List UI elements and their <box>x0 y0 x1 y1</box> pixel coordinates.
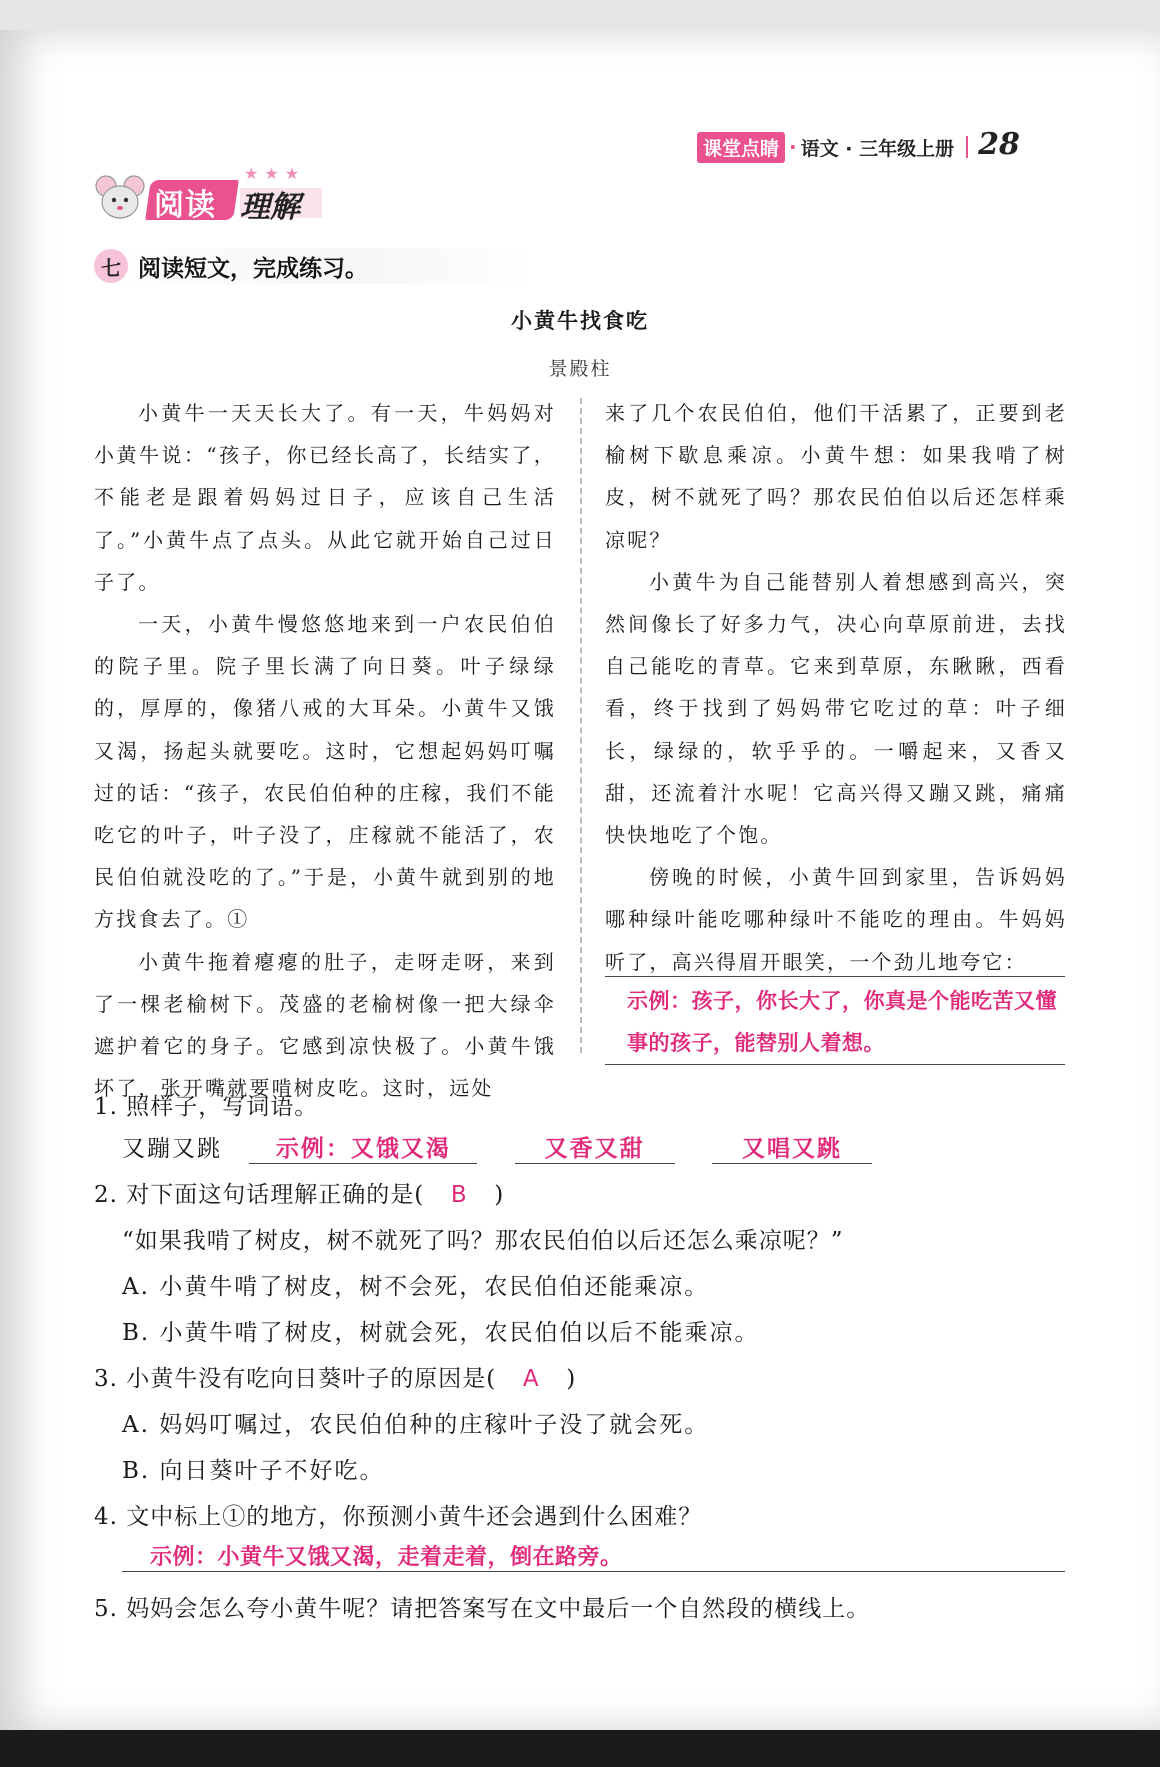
paragraph: 小黄牛拖着瘪瘪的肚子，走呀走呀，来到了一棵老榆树下。茂盛的老榆树像一把大绿伞遮护着它的身子。它感到凉快极了。小黄牛饿坏了，张开嘴就要啃树皮吃。这时，远处 <box>94 949 556 1101</box>
paragraph: 来了几个农民伯伯，他们干活累了，正要到老榆树下歇息乘凉。小黄牛想：如果我啃了树皮，树不就死了吗？那农民伯伯以后还怎样乘凉呢？ <box>605 401 1067 552</box>
question-1: 1. 照样子，写词语。 <box>94 1094 319 1120</box>
header-subject: 语文 · 三年级上册 <box>800 137 955 160</box>
section-number: 七 <box>94 249 128 283</box>
header-dot: · <box>789 135 797 159</box>
header-badge: 课堂点睛 <box>697 132 785 163</box>
column-divider <box>580 398 582 1053</box>
q2-answer: B <box>450 1182 468 1208</box>
header-divider <box>966 136 968 158</box>
section-instruction: 阅读短文，完成练习。 <box>138 255 368 282</box>
q2-stem-end: ) <box>494 1182 505 1208</box>
question-1-answers <box>122 1130 872 1164</box>
paragraph: 傍晚的时候，小黄牛回到家里，告诉妈妈哪种绿叶能吃哪种绿叶不能吃的理由。牛妈妈听了，高兴得眉开眼笑，一个劲儿地夸它： <box>605 865 1067 974</box>
q3-option-a: A. 妈妈叮嘱过，农民伯伯种的庄稼叶子没了就会死。 <box>122 1412 710 1438</box>
mouse-icon <box>94 172 148 226</box>
question-5: 5. 妈妈会怎么夸小黄牛呢？请把答案写在文中最后一个自然段的横线上。 <box>94 1596 871 1622</box>
q2-stem: 2. 对下面这句话理解正确的是( <box>94 1182 425 1208</box>
question-2 <box>94 1176 504 1209</box>
answer-5-text: 示例：孩子，你长大了，你真是个能吃苦又懂事的孩子，能替别人着想。 <box>605 980 1065 1065</box>
banner-read-text: 阅读 <box>154 188 216 223</box>
page-header <box>697 126 1020 162</box>
reading-banner <box>92 164 322 234</box>
q2-quote: “如果我啃了树皮，树不就死了吗？那农民伯伯以后还怎么乘凉呢？” <box>122 1228 844 1254</box>
q3-option-b: B. 向日葵叶子不好吃。 <box>122 1458 385 1484</box>
q1-answer-3: 又唱又跳 <box>712 1130 872 1164</box>
q2-option-b: B. 小黄牛啃了树皮，树就会死，农民伯伯以后不能乘凉。 <box>122 1320 760 1346</box>
question-4: 4. 文中标上①的地方，你预测小黄牛还会遇到什么困难？ <box>94 1504 703 1530</box>
page-number: 28 <box>978 126 1020 162</box>
answer-5-underline <box>605 976 1065 977</box>
article-left-column <box>94 392 556 1109</box>
paragraph: 小黄牛为自己能替别人着想感到高兴，突然间像长了好多力气，决心向草原前进，去找自己能吃的青草。它来到草原，东瞅瞅，西看看，终于找到了妈妈带它吃过的草：叶子细长，绿绿的，软乎乎的。一嚼起来，又香又甜，还流着汁水呢！它高兴得又蹦又跳，痛痛快快地吃了个饱。 <box>605 569 1067 848</box>
question-3 <box>94 1360 576 1393</box>
banner-understand-text: 理解 <box>240 190 300 225</box>
q3-stem: 3. 小黄牛没有吃向日葵叶子的原因是( <box>94 1366 497 1392</box>
bottom-edge <box>0 1730 1160 1767</box>
q3-stem-end: ) <box>566 1366 577 1392</box>
q4-answer: 示例：小黄牛又饿又渴，走着走着，倒在路旁。 <box>122 1540 1065 1572</box>
article-title: 小黄牛找食吃 <box>511 308 649 333</box>
q1-example: 又蹦又跳 <box>122 1136 222 1162</box>
article-right-column <box>605 392 1067 983</box>
q3-answer: A <box>522 1366 540 1392</box>
banner-stars: ★★★ <box>244 164 306 183</box>
q2-option-a: A. 小黄牛啃了树皮，树不会死，农民伯伯还能乘凉。 <box>122 1274 710 1300</box>
top-margin <box>0 0 1160 30</box>
q1-answer-1: 示例：又饿又渴 <box>249 1130 477 1164</box>
article-author: 景殿柱 <box>548 358 612 380</box>
paragraph: 小黄牛一天天长大了。有一天，牛妈妈对小黄牛说：“孩子，你已经长高了，长结实了，不能老是跟着妈妈过日子，应该自己生活了。”小黄牛点了点头。从此它就开始自己过日子了。 <box>94 401 556 594</box>
paragraph: 一天，小黄牛慢悠悠地来到一户农民伯伯的院子里。院子里长满了向日葵。叶子绿绿的，厚厚的，像猪八戒的大耳朵。小黄牛又饿又渴，扬起头就要吃。这时，它想起妈妈叮嘱过的话：“孩子，农民伯伯种的庄稼，我们不能吃它的叶子，叶子没了，庄稼就不能活了，农民伯伯就没吃的了。”于是，小黄牛就到别的地方找食去了。① <box>94 612 556 932</box>
workbook-page <box>0 30 1160 1730</box>
section-header <box>94 248 534 284</box>
q1-answer-2: 又香又甜 <box>515 1130 675 1164</box>
